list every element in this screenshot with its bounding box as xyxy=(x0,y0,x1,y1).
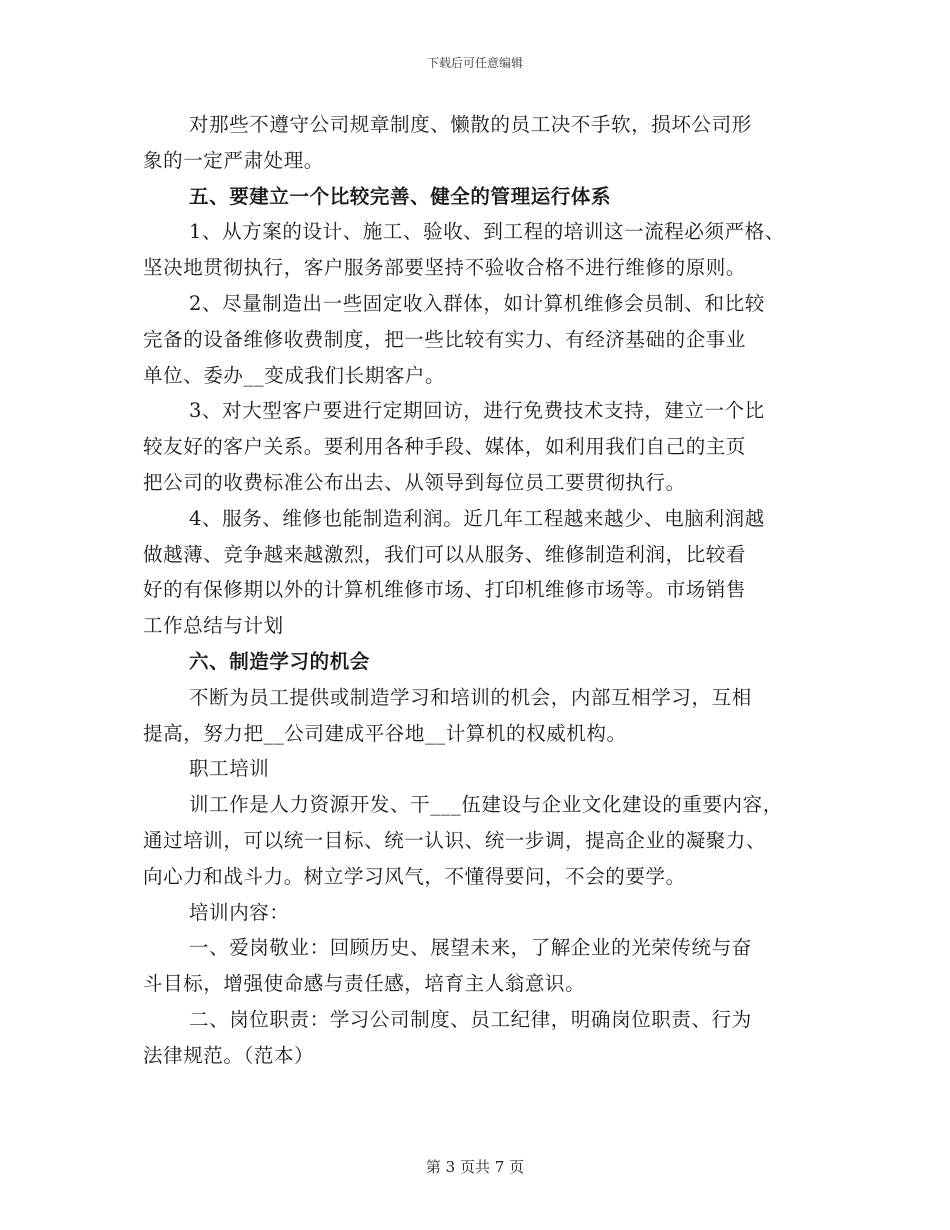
text-line: 法律规范。（范本） xyxy=(143,1043,315,1067)
text-line: 斗目标，增强使命感与责任感，培育主人翁意识。 xyxy=(143,972,586,996)
text-line: 1、从方案的设计、施工、验收、到工程的培训这一流程必须严格、 xyxy=(189,220,785,244)
page-header: 下载后可任意编辑 xyxy=(426,56,523,70)
text-line: 较友好的客户关系。要利用各种手段、媒体，如利用我们自己的主页 xyxy=(143,435,747,459)
section-heading: 五、要建立一个比较完善、健全的管理运行体系 xyxy=(189,184,612,208)
text-line: 完备的设备维修收费制度，把一些比较有实力、有经济基础的企事业 xyxy=(143,327,747,351)
text-line: 通过培训，可以统一目标、统一认识、统一步调，提高企业的凝聚力、 xyxy=(143,828,767,852)
text-line: 做越薄、竞争越来越激烈，我们可以从服务、维修制造利润，比较看 xyxy=(143,542,747,566)
section-heading: 六、制造学习的机会 xyxy=(189,649,370,673)
text-line: 坚决地贯彻执行，客户服务部要坚持不验收合格不进行维修的原则。 xyxy=(143,256,747,280)
text-line: 3、对大型客户要进行定期回访，进行免费技术支持，建立一个比 xyxy=(189,399,765,423)
document-body xyxy=(143,107,833,1074)
text-line: 单位、委办__变成我们长期客户。 xyxy=(143,363,446,387)
text-line: 培训内容： xyxy=(189,900,290,924)
text-line: 对那些不遵守公司规章制度、懒散的员工决不手软，损坏公司形 xyxy=(189,113,752,136)
text-line: 不断为员工提供或制造学习和培训的机会，内部互相学习，互相 xyxy=(189,685,752,709)
page-footer: 第 3 页共 7 页 xyxy=(425,1158,525,1176)
text-line: 二、岗位职责：学习公司制度、员工纪律，明确岗位职责、行为 xyxy=(189,1007,752,1031)
text-line: 职工培训 xyxy=(189,757,270,781)
text-line: 一、爱岗敬业：回顾历史、展望未来，了解企业的光荣传统与奋 xyxy=(189,936,752,960)
text-line: 好的有保修期以外的计算机维修市场、打印机维修市场等。市场销售 xyxy=(143,578,747,602)
text-line: 象的一定严肃处理。 xyxy=(143,148,324,172)
text-line: 4、服务、维修也能制造利润。近几年工程越来越少、电脑利润越 xyxy=(189,506,765,530)
text-line: 提高，努力把__公司建成平谷地__计算机的权威机构。 xyxy=(143,721,627,745)
text-line: 2、尽量制造出一些固定收入群体，如计算机维修会员制、和比较 xyxy=(189,291,765,315)
text-line: 训工作是人力资源开发、干___伍建设与企业文化建设的重要内容， xyxy=(189,793,783,817)
text-line: 工作总结与计划 xyxy=(143,614,284,638)
text-line: 把公司的收费标准公布出去、从领导到每位员工要贯彻执行。 xyxy=(143,470,686,494)
text-line: 向心力和战斗力。树立学习风气，不懂得要问，不会的要学。 xyxy=(143,864,686,888)
